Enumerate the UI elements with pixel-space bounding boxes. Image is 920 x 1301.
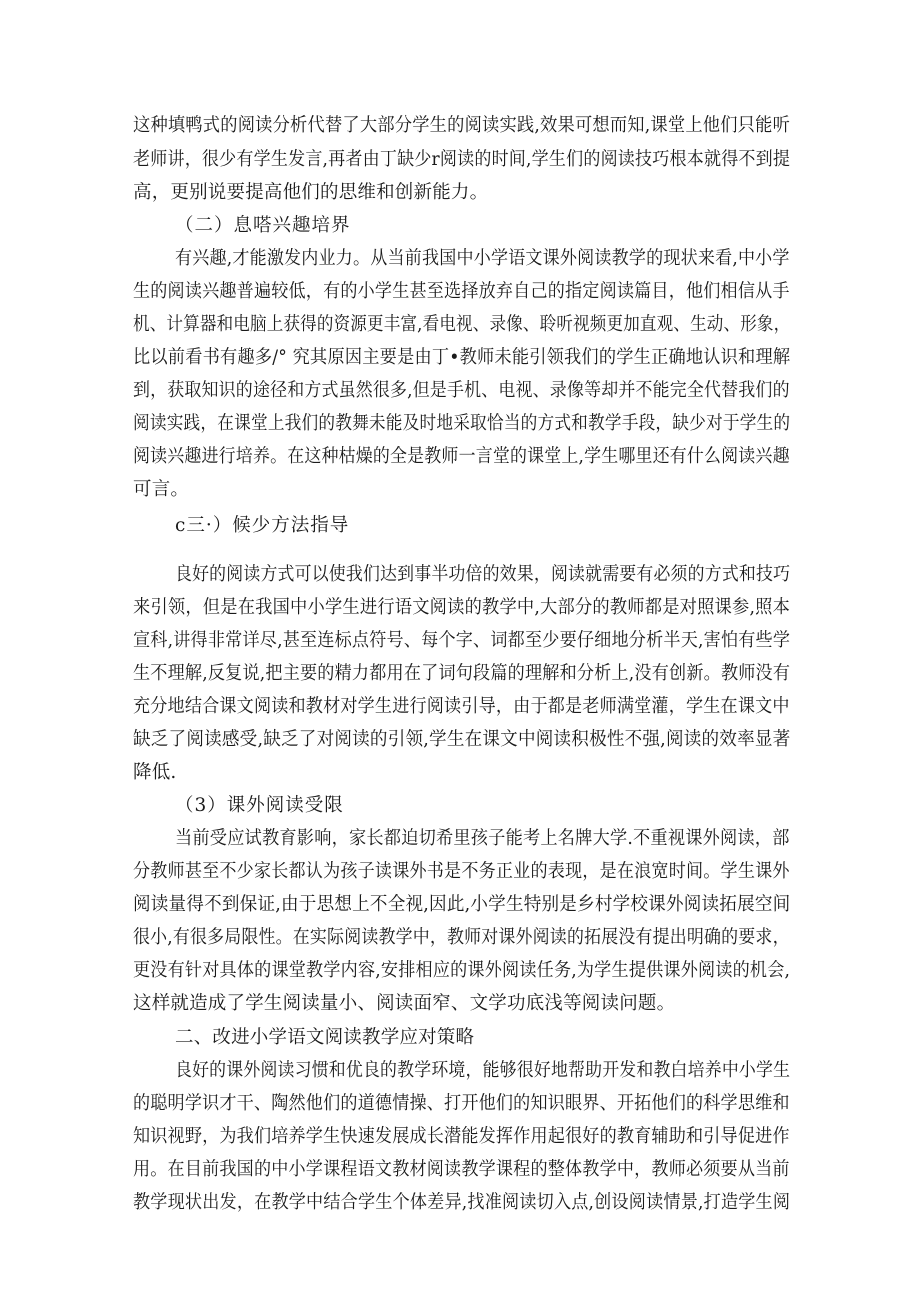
text-line: 的聪明学识才干、陶然他们的道德情操、打开他们的知识眼界、开拓他们的科学思维和 [133,1093,790,1114]
text-line: 机、计算器和电脑上获得的资源更丰富,看电视、录像、聆听视频更加直观、生动、形象， [133,314,791,335]
section-heading: （二）息嗒兴趣培界 [175,215,351,236]
text-line: 来引领，但是在我国中小学生进行语文阅读的教学中,大部分的教师都是对照课参,照本 [133,597,791,618]
text-line: 比以前看书有趣多/° 究其原因主要是由丁•教师未能引领我们的学生正确地认识和理解 [133,347,791,368]
text-line: 分教师甚至不少家长都认为孩子读课外书是不务正业的表现，是在浪宽时间。学生课外 [133,861,790,882]
text-line: 良好的阅读方式可以使我们达到事半功倍的效果，阅读就需要有必须的方式和技巧 [175,564,791,585]
text-line: 可言。 [133,479,190,500]
text-line: 高，更别说要提高他们的思维和创新能力。 [133,182,489,203]
text-line: 充分地结合课文阅读和教材对学生进行阅读引导，由于都是老师满堂灌，学生在课文中 [133,696,790,717]
text-line: 阅读量得不到保证,由于思想上不全视,因此,小学生特别是乡村学校课外阅读拓展空间 [133,894,791,915]
text-line: 更没有针对具体的课堂教学内容,安排相应的课外阅读任务,为学生提供课外阅读的机会, [133,960,791,981]
text-line: 用。在目前我国的中小学课程语文教材阅读教学课程的整体教学中，教师必须要从当前 [133,1159,790,1180]
section-heading: 二、改进小学语文阅读教学应对策略 [175,1027,475,1048]
text-line: 宣科,讲得非常详尽,甚至连标点符号、每个字、词都至少要仔细地分析半天,害怕有些学 [133,630,791,651]
text-line: 阅读实践，在课堂上我们的教舞未能及时地采取恰当的方式和教学手段，缺少对于学生的 [133,413,791,434]
text-line: 生不理解,反复说,把主要的精力都用在了词句段篇的理解和分析上,没有创新。教师没有 [133,663,791,684]
text-line: 这种填鸭式的阅读分析代替了大部分学生的阅读实践,效果可想而知,课堂上他们只能听 [133,115,791,136]
section-heading: （3）课外阅读受限 [175,795,344,816]
text-line: 很小,有很多局限性。在实际阅读教学中，教师对课外阅读的拓展没有提出明确的要求， [133,927,790,948]
text-line: 缺乏了阅读感受,缺乏了对阅读的引领,学生在课文中阅读积极性不强,阅读的效率显著 [133,729,791,750]
text-line: 知识视野，为我们培养学生快速发展成长潜能发挥作用起很好的教育辅助和引导促进作 [133,1126,790,1147]
text-line: 教学现状出发，在教学中结合学生个体差异,找准阅读切入点,创设阅读情景,打造学生阅 [133,1192,791,1213]
section-heading: c三·）候少方法指导 [175,515,350,536]
text-line: 这样就造成了学生阅读量小、阅读面窄、文学功底浅等阅读问题。 [133,993,676,1014]
text-line: 生的阅读兴趣普遍较低，有的小学生甚至选择放弃自己的指定阅读篇目，他们相信从手 [133,281,790,302]
text-line: 降低. [133,762,177,783]
text-line: 当前受应试教育影响，家长都迫切希里孩子能考上名牌大学.不重视课外阅读，部 [175,828,790,849]
text-line: 老师讲，很少有学生发言,再者由丁缺少r阅读的时间,学生们的阅读技巧根本就得不到提 [133,149,791,170]
text-line: 良好的课外阅读习惯和优良的教学环境，能够很好地帮助开发和教白培养中小学生 [175,1060,791,1081]
text-line: 到，获取知识的途径和方式虽然很多,但是手机、电视、录像等却并不能完全代替我们的 [133,380,790,401]
text-line: 有兴趣,才能激发内业力。从当前我国中小学语文课外阅读教学的现状来看,中小学 [175,248,790,269]
text-line: 阅读兴趣进行培养。在这种枯燥的全是教师一言堂的课堂上,学生哪里还有什么阅读兴趣 [133,446,790,467]
